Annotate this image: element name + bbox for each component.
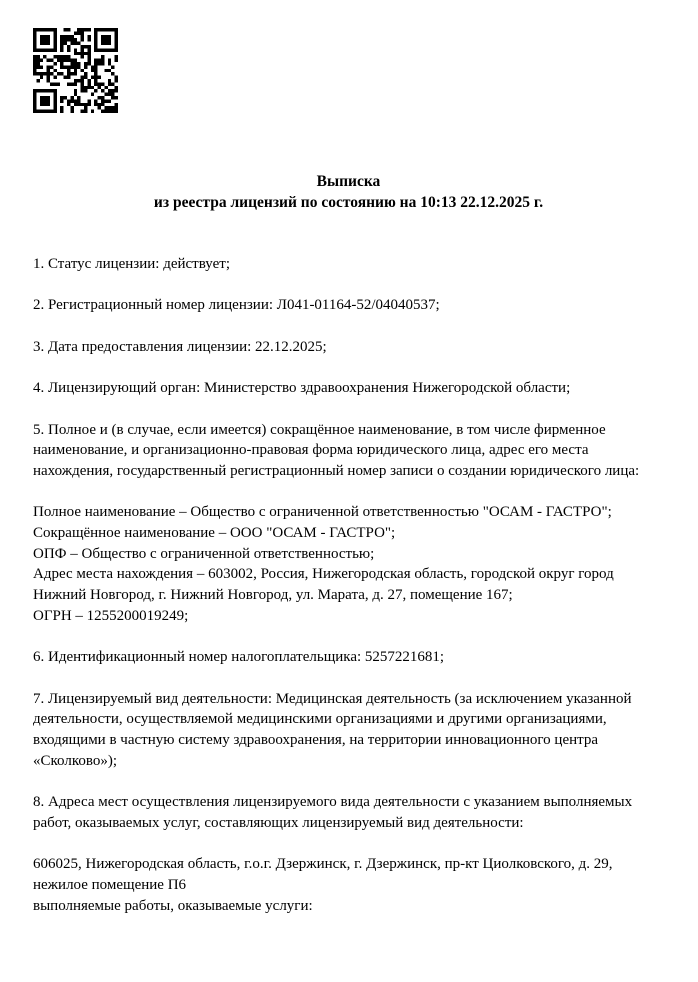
org-short-name: Сокращённое наименование – ООО "ОСАМ - ГАСТРО"; <box>33 525 396 542</box>
org-info-block <box>33 502 664 626</box>
org-info-intro: 5. Полное и (в случае, если имеется) сокращённое наименование, в том числе фирменное наименование, и организационно-правовая форма юридического лица, адрес его места нахождения, государственный регистрационный номер записи о создании юридического лица: <box>33 421 640 479</box>
license-status: 1. Статус лицензии: действует; <box>33 256 230 272</box>
activity-address-block <box>33 854 664 916</box>
activity-addresses-intro: 8. Адреса мест осуществления лицензируемого вида деятельности с указанием выполняемых работ, оказываемых услуг, составляющих лицензируемый вид деятельности: <box>33 794 633 831</box>
activity-services-label: выполняемые работы, оказываемые услуги: <box>33 897 313 914</box>
document-title-line1: Выписка <box>316 173 381 190</box>
org-legal-form: ОПФ – Общество с ограниченной ответственностью; <box>33 545 375 562</box>
licensed-activity-type: 7. Лицензируемый вид деятельности: Медицинская деятельность (за исключением указанной деятельности, осуществляемой медицинскими организациями и другими организациями, входящими в частную систему здравоохранения, на территории инновационного центра «Сколково»); <box>33 690 632 769</box>
license-reg-number: 2. Регистрационный номер лицензии: Л041-01164-52/04040537; <box>33 297 440 314</box>
activity-address: 606025, Нижегородская область, г.о.г. Дзержинск, г. Дзержинск, пр-кт Циолковского, д. 29, нежилое помещение П6 <box>33 856 613 893</box>
license-grant-date: 3. Дата предоставления лицензии: 22.12.2025; <box>33 338 327 355</box>
document-content <box>33 171 664 916</box>
qr-code-icon <box>33 28 118 113</box>
licensing-authority: 4. Лицензирующий орган: Министерство здравоохранения Нижегородской области; <box>33 380 571 397</box>
org-address: Адрес места нахождения – 603002, Россия, Нижегородская область, городской округ город Нижний Новгород, г. Нижний Новгород, ул. Марата, д. 27, помещение 167; <box>33 566 614 604</box>
document-title-line2: из реестра лицензий по состоянию на 10:13 22.12.2025 г. <box>153 194 544 211</box>
taxpayer-inn: 6. Идентификационный номер налогоплательщика: 5257221681; <box>33 649 445 666</box>
document-title <box>33 171 664 213</box>
org-ogrn: ОГРН – 1255200019249; <box>33 607 189 624</box>
org-full-name: Полное наименование – Общество с ограниченной ответственностью "ОСАМ - ГАСТРО"; <box>33 504 612 521</box>
